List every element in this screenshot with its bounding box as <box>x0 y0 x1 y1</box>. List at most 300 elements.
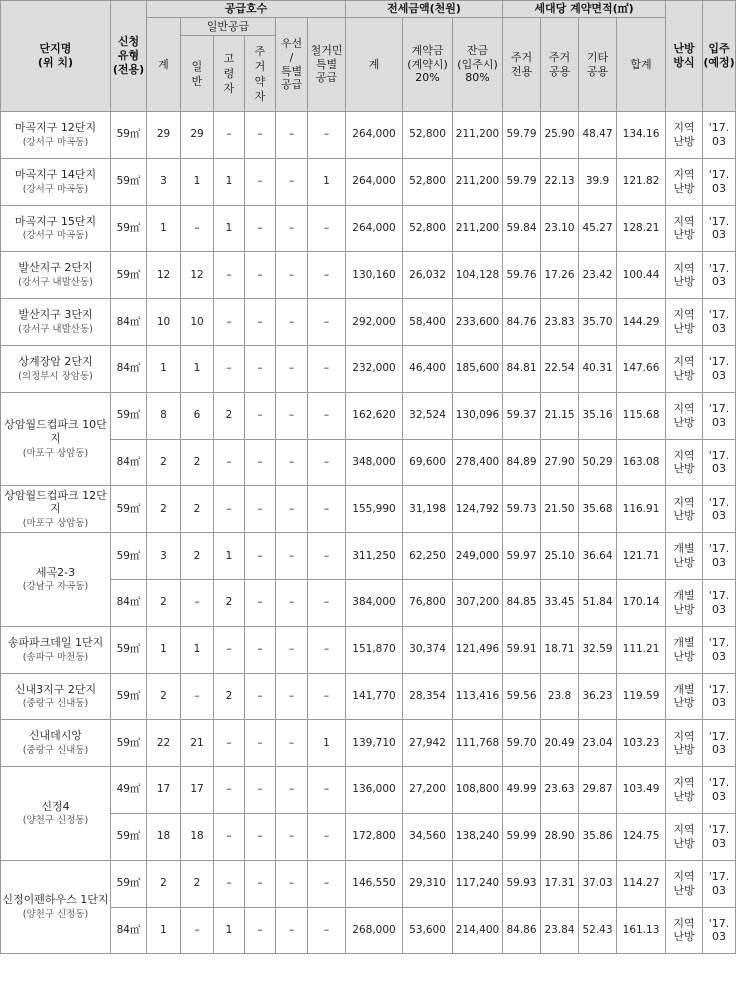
cell-sum: 116.91 <box>617 486 666 533</box>
cell-rent: 232,000 <box>346 345 403 392</box>
cell-total: 10 <box>147 299 181 346</box>
cell-deposit: 30,374 <box>403 626 453 673</box>
cell-other: 48.47 <box>579 112 617 159</box>
cell-balance: 211,200 <box>453 158 503 205</box>
cell-priority: – <box>276 345 308 392</box>
cell-common: 21.15 <box>541 392 579 439</box>
cell-sum: 103.23 <box>617 720 666 767</box>
cell-move-in <box>703 112 736 159</box>
cell-excl: 59.91 <box>503 626 541 673</box>
cell-normal: 17 <box>181 767 214 814</box>
cell-priority: – <box>276 767 308 814</box>
cell-normal: 2 <box>181 486 214 533</box>
complex-name: 신내데시앙 <box>28 729 83 743</box>
cell-balance: 121,496 <box>453 626 503 673</box>
cell-disabled: – <box>245 205 276 252</box>
cell-balance: 211,200 <box>453 112 503 159</box>
cell-excl: 84.76 <box>503 299 541 346</box>
cell-demolish: – <box>308 767 346 814</box>
header-other: 기타 공용 <box>579 18 617 112</box>
cell-heating <box>666 345 703 392</box>
cell-heating <box>666 205 703 252</box>
header-move-in: 입주 (예정) <box>703 1 736 112</box>
cell-move-in <box>703 813 736 860</box>
cell-elderly: – <box>214 813 245 860</box>
move-in-year: '17. <box>708 495 730 509</box>
cell-sum: 121.71 <box>617 533 666 580</box>
move-in-year: '17. <box>708 729 730 743</box>
cell-elderly: – <box>214 299 245 346</box>
table-row <box>1 299 736 346</box>
cell-excl: 59.70 <box>503 720 541 767</box>
heating-type: 지역 <box>673 167 695 181</box>
cell-type: 59㎡ <box>111 626 147 673</box>
header-gen-elderly: 고 령 자 <box>214 36 245 112</box>
cell-balance: 117,240 <box>453 860 503 907</box>
complex-name: 발산지구 2단지 <box>18 261 93 275</box>
move-in-year: '17. <box>708 869 730 883</box>
cell-excl: 59.73 <box>503 486 541 533</box>
complex-location: (강서구 내발산동) <box>18 324 93 336</box>
complex-location: (강서구 마곡동) <box>22 136 89 148</box>
cell-excl: 59.79 <box>503 158 541 205</box>
cell-excl: 84.89 <box>503 439 541 486</box>
cell-excl: 84.86 <box>503 907 541 954</box>
move-in-year: '17. <box>708 355 730 369</box>
complex-name-cell <box>1 626 111 673</box>
cell-common: 22.13 <box>541 158 579 205</box>
heating-type: 지역 <box>673 869 695 883</box>
cell-deposit: 27,200 <box>403 767 453 814</box>
cell-heating <box>666 579 703 626</box>
cell-demolish: – <box>308 626 346 673</box>
cell-sum: 119.59 <box>617 673 666 720</box>
cell-disabled: – <box>245 907 276 954</box>
cell-type: 59㎡ <box>111 673 147 720</box>
cell-other: 35.68 <box>579 486 617 533</box>
heating-label: 난방 <box>673 509 695 523</box>
cell-move-in <box>703 767 736 814</box>
complex-name-cell <box>1 299 111 346</box>
cell-common: 23.10 <box>541 205 579 252</box>
heating-label: 난방 <box>673 649 695 663</box>
complex-name: 발산지구 3단지 <box>18 308 93 322</box>
table-row <box>1 720 736 767</box>
table-row <box>1 673 736 720</box>
cell-move-in <box>703 486 736 533</box>
cell-total: 2 <box>147 673 181 720</box>
cell-demolish: – <box>308 813 346 860</box>
complex-name: 마곡지구 15단지 <box>14 214 97 228</box>
complex-location: (마포구 상암동) <box>22 518 89 530</box>
cell-rent: 268,000 <box>346 907 403 954</box>
cell-type: 59㎡ <box>111 158 147 205</box>
move-in-year: '17. <box>708 916 730 930</box>
cell-balance: 214,400 <box>453 907 503 954</box>
cell-priority: – <box>276 813 308 860</box>
complex-name-cell <box>1 533 111 627</box>
cell-heating <box>666 626 703 673</box>
cell-elderly: – <box>214 486 245 533</box>
cell-move-in <box>703 860 736 907</box>
header-gen-normal: 일 반 <box>181 36 214 112</box>
cell-balance: 278,400 <box>453 439 503 486</box>
cell-demolish: 1 <box>308 158 346 205</box>
complex-name: 신정4 <box>41 799 70 813</box>
complex-name-cell <box>1 252 111 299</box>
cell-sum: 163.08 <box>617 439 666 486</box>
table-row <box>1 813 736 860</box>
cell-heating <box>666 813 703 860</box>
move-in-year: '17. <box>708 121 730 135</box>
cell-rent: 139,710 <box>346 720 403 767</box>
complex-name-cell <box>1 720 111 767</box>
complex-name: 상계장암 2단지 <box>18 355 93 369</box>
heating-type: 지역 <box>673 448 695 462</box>
complex-name-cell <box>1 205 111 252</box>
cell-balance: 104,128 <box>453 252 503 299</box>
heating-label: 난방 <box>673 790 695 804</box>
cell-other: 23.42 <box>579 252 617 299</box>
cell-disabled: – <box>245 860 276 907</box>
cell-total: 17 <box>147 767 181 814</box>
cell-common: 18.71 <box>541 626 579 673</box>
cell-excl: 59.97 <box>503 533 541 580</box>
heating-type: 지역 <box>673 916 695 930</box>
complex-name: 신정이펜하우스 1단지 <box>2 893 109 907</box>
cell-disabled: – <box>245 767 276 814</box>
cell-rent: 172,800 <box>346 813 403 860</box>
cell-normal: – <box>181 579 214 626</box>
cell-total: 8 <box>147 392 181 439</box>
cell-balance: 185,600 <box>453 345 503 392</box>
cell-other: 35.86 <box>579 813 617 860</box>
cell-demolish: – <box>308 299 346 346</box>
cell-total: 3 <box>147 533 181 580</box>
cell-total: 12 <box>147 252 181 299</box>
cell-total: 2 <box>147 439 181 486</box>
cell-sum: 121.82 <box>617 158 666 205</box>
cell-disabled: – <box>245 673 276 720</box>
heating-type: 지역 <box>673 401 695 415</box>
cell-other: 39.9 <box>579 158 617 205</box>
cell-total: 1 <box>147 907 181 954</box>
cell-type: 84㎡ <box>111 579 147 626</box>
cell-other: 51.84 <box>579 579 617 626</box>
cell-demolish: – <box>308 345 346 392</box>
complex-name: 송파파크데일 1단지 <box>7 635 104 649</box>
header-general: 일반공급 <box>181 18 276 36</box>
cell-move-in <box>703 392 736 439</box>
cell-excl: 59.99 <box>503 813 541 860</box>
cell-balance: 108,800 <box>453 767 503 814</box>
cell-heating <box>666 767 703 814</box>
cell-common: 23.63 <box>541 767 579 814</box>
move-in-month: 03 <box>712 602 727 616</box>
cell-heating <box>666 907 703 954</box>
cell-demolish: – <box>308 205 346 252</box>
complex-location: (강서구 내발산동) <box>18 277 93 289</box>
heating-type: 지역 <box>673 823 695 837</box>
cell-priority: – <box>276 579 308 626</box>
cell-demolish: – <box>308 112 346 159</box>
cell-balance: 233,600 <box>453 299 503 346</box>
cell-disabled: – <box>245 392 276 439</box>
header-rent: 전세금액(천원) <box>346 1 503 18</box>
complex-name: 상암월드컵파크 10단지 <box>4 418 107 446</box>
cell-move-in <box>703 673 736 720</box>
table-row <box>1 860 736 907</box>
cell-priority: – <box>276 533 308 580</box>
table-row <box>1 767 736 814</box>
cell-type: 59㎡ <box>111 392 147 439</box>
heating-type: 지역 <box>673 729 695 743</box>
cell-deposit: 46,400 <box>403 345 453 392</box>
cell-move-in <box>703 158 736 205</box>
cell-disabled: – <box>245 439 276 486</box>
cell-other: 35.16 <box>579 392 617 439</box>
header-sum: 합계 <box>617 18 666 112</box>
complex-location: (양천구 신정동) <box>22 908 89 920</box>
cell-rent: 384,000 <box>346 579 403 626</box>
cell-sum: 114.27 <box>617 860 666 907</box>
cell-rent: 155,990 <box>346 486 403 533</box>
complex-location: (중랑구 신내동) <box>22 698 89 710</box>
table-row <box>1 439 736 486</box>
cell-type: 59㎡ <box>111 813 147 860</box>
cell-type: 59㎡ <box>111 860 147 907</box>
cell-balance: 130,096 <box>453 392 503 439</box>
cell-common: 23.84 <box>541 907 579 954</box>
cell-normal: 18 <box>181 813 214 860</box>
cell-heating <box>666 720 703 767</box>
header-demolish: 철거민 특별 공급 <box>308 18 346 112</box>
complex-location: (강남구 자곡동) <box>22 581 89 593</box>
cell-excl: 84.85 <box>503 579 541 626</box>
cell-rent: 130,160 <box>346 252 403 299</box>
cell-sum: 124.75 <box>617 813 666 860</box>
move-in-month: 03 <box>712 322 727 336</box>
cell-deposit: 58,400 <box>403 299 453 346</box>
cell-deposit: 26,032 <box>403 252 453 299</box>
cell-total: 22 <box>147 720 181 767</box>
cell-rent: 348,000 <box>346 439 403 486</box>
cell-sum: 147.66 <box>617 345 666 392</box>
move-in-month: 03 <box>712 790 727 804</box>
heating-label: 난방 <box>673 228 695 242</box>
cell-disabled: – <box>245 345 276 392</box>
heating-label: 난방 <box>673 743 695 757</box>
header-supply-total: 계 <box>147 18 181 112</box>
cell-total: 2 <box>147 579 181 626</box>
cell-normal: 2 <box>181 533 214 580</box>
heating-label: 난방 <box>673 275 695 289</box>
cell-elderly: 1 <box>214 205 245 252</box>
cell-common: 17.26 <box>541 252 579 299</box>
cell-elderly: – <box>214 252 245 299</box>
table-row <box>1 579 736 626</box>
cell-priority: – <box>276 252 308 299</box>
cell-other: 36.23 <box>579 673 617 720</box>
cell-deposit: 31,198 <box>403 486 453 533</box>
cell-disabled: – <box>245 486 276 533</box>
cell-disabled: – <box>245 579 276 626</box>
move-in-year: '17. <box>708 214 730 228</box>
cell-common: 21.50 <box>541 486 579 533</box>
cell-total: 18 <box>147 813 181 860</box>
complex-name-cell <box>1 158 111 205</box>
cell-deposit: 32,524 <box>403 392 453 439</box>
cell-balance: 249,000 <box>453 533 503 580</box>
complex-name-cell <box>1 860 111 954</box>
cell-rent: 264,000 <box>346 158 403 205</box>
cell-type: 84㎡ <box>111 439 147 486</box>
cell-elderly: – <box>214 626 245 673</box>
cell-priority: – <box>276 907 308 954</box>
cell-disabled: – <box>245 158 276 205</box>
cell-heating <box>666 158 703 205</box>
move-in-month: 03 <box>712 696 727 710</box>
cell-move-in <box>703 579 736 626</box>
move-in-year: '17. <box>708 542 730 556</box>
move-in-month: 03 <box>712 509 727 523</box>
cell-normal: – <box>181 907 214 954</box>
table-row <box>1 533 736 580</box>
cell-other: 37.03 <box>579 860 617 907</box>
cell-common: 23.8 <box>541 673 579 720</box>
complex-location: (강서구 마곡동) <box>22 230 89 242</box>
cell-other: 45.27 <box>579 205 617 252</box>
cell-priority: – <box>276 439 308 486</box>
cell-elderly: 1 <box>214 533 245 580</box>
heating-type: 지역 <box>673 776 695 790</box>
cell-heating <box>666 860 703 907</box>
cell-heating <box>666 392 703 439</box>
cell-total: 2 <box>147 486 181 533</box>
move-in-year: '17. <box>708 589 730 603</box>
cell-elderly: – <box>214 112 245 159</box>
cell-move-in <box>703 720 736 767</box>
cell-disabled: – <box>245 299 276 346</box>
cell-sum: 134.16 <box>617 112 666 159</box>
table-row <box>1 112 736 159</box>
cell-sum: 170.14 <box>617 579 666 626</box>
heating-type: 지역 <box>673 308 695 322</box>
cell-deposit: 62,250 <box>403 533 453 580</box>
cell-rent: 311,250 <box>346 533 403 580</box>
cell-demolish: – <box>308 439 346 486</box>
cell-rent: 136,000 <box>346 767 403 814</box>
cell-elderly: 1 <box>214 158 245 205</box>
table-row <box>1 626 736 673</box>
cell-sum: 115.68 <box>617 392 666 439</box>
cell-priority: – <box>276 112 308 159</box>
heating-label: 난방 <box>673 556 695 570</box>
cell-priority: – <box>276 205 308 252</box>
cell-type: 59㎡ <box>111 720 147 767</box>
cell-heating <box>666 439 703 486</box>
cell-demolish: – <box>308 579 346 626</box>
complex-location: (마포구 상암동) <box>22 447 89 459</box>
complex-location: (강서구 마곡동) <box>22 183 89 195</box>
cell-normal: 12 <box>181 252 214 299</box>
cell-deposit: 53,600 <box>403 907 453 954</box>
cell-normal: 10 <box>181 299 214 346</box>
cell-other: 29.87 <box>579 767 617 814</box>
cell-common: 25.10 <box>541 533 579 580</box>
cell-elderly: – <box>214 345 245 392</box>
table-row <box>1 158 736 205</box>
cell-heating <box>666 252 703 299</box>
heating-label: 난방 <box>673 696 695 710</box>
cell-deposit: 34,560 <box>403 813 453 860</box>
cell-excl: 49.99 <box>503 767 541 814</box>
move-in-month: 03 <box>712 649 727 663</box>
cell-normal: – <box>181 205 214 252</box>
move-in-month: 03 <box>712 930 727 944</box>
cell-deposit: 52,800 <box>403 112 453 159</box>
cell-heating <box>666 299 703 346</box>
cell-deposit: 52,800 <box>403 158 453 205</box>
cell-demolish: – <box>308 907 346 954</box>
cell-other: 23.04 <box>579 720 617 767</box>
header-deposit: 계약금 (계약시) 20% <box>403 18 453 112</box>
heating-label: 난방 <box>673 602 695 616</box>
cell-type: 49㎡ <box>111 767 147 814</box>
complex-name: 상암월드컵파크 12단지 <box>4 488 107 516</box>
cell-elderly: – <box>214 767 245 814</box>
cell-elderly: – <box>214 439 245 486</box>
header-rent-total: 계 <box>346 18 403 112</box>
cell-rent: 264,000 <box>346 112 403 159</box>
table-row <box>1 392 736 439</box>
cell-move-in <box>703 533 736 580</box>
cell-heating <box>666 112 703 159</box>
cell-common: 33.45 <box>541 579 579 626</box>
heating-type: 지역 <box>673 121 695 135</box>
header-area: 세대당 계약면적(㎡) <box>503 1 666 18</box>
cell-normal: 21 <box>181 720 214 767</box>
move-in-year: '17. <box>708 682 730 696</box>
complex-name: 마곡지구 14단지 <box>14 167 97 181</box>
cell-normal: – <box>181 673 214 720</box>
cell-type: 59㎡ <box>111 112 147 159</box>
complex-name-cell <box>1 112 111 159</box>
cell-elderly: – <box>214 860 245 907</box>
cell-elderly: 2 <box>214 392 245 439</box>
cell-sum: 100.44 <box>617 252 666 299</box>
cell-rent: 292,000 <box>346 299 403 346</box>
header-priority: 우선 / 특별 공급 <box>276 18 308 112</box>
cell-balance: 138,240 <box>453 813 503 860</box>
heating-type: 개별 <box>673 635 695 649</box>
cell-demolish: – <box>308 392 346 439</box>
cell-disabled: – <box>245 533 276 580</box>
heating-type: 지역 <box>673 261 695 275</box>
cell-balance: 124,792 <box>453 486 503 533</box>
cell-balance: 111,768 <box>453 720 503 767</box>
move-in-year: '17. <box>708 261 730 275</box>
cell-deposit: 76,800 <box>403 579 453 626</box>
cell-common: 22.54 <box>541 345 579 392</box>
cell-disabled: – <box>245 112 276 159</box>
cell-type: 84㎡ <box>111 907 147 954</box>
cell-total: 2 <box>147 860 181 907</box>
complex-location: (중랑구 신내동) <box>22 745 89 757</box>
heating-label: 난방 <box>673 322 695 336</box>
cell-deposit: 69,600 <box>403 439 453 486</box>
heating-label: 난방 <box>673 134 695 148</box>
